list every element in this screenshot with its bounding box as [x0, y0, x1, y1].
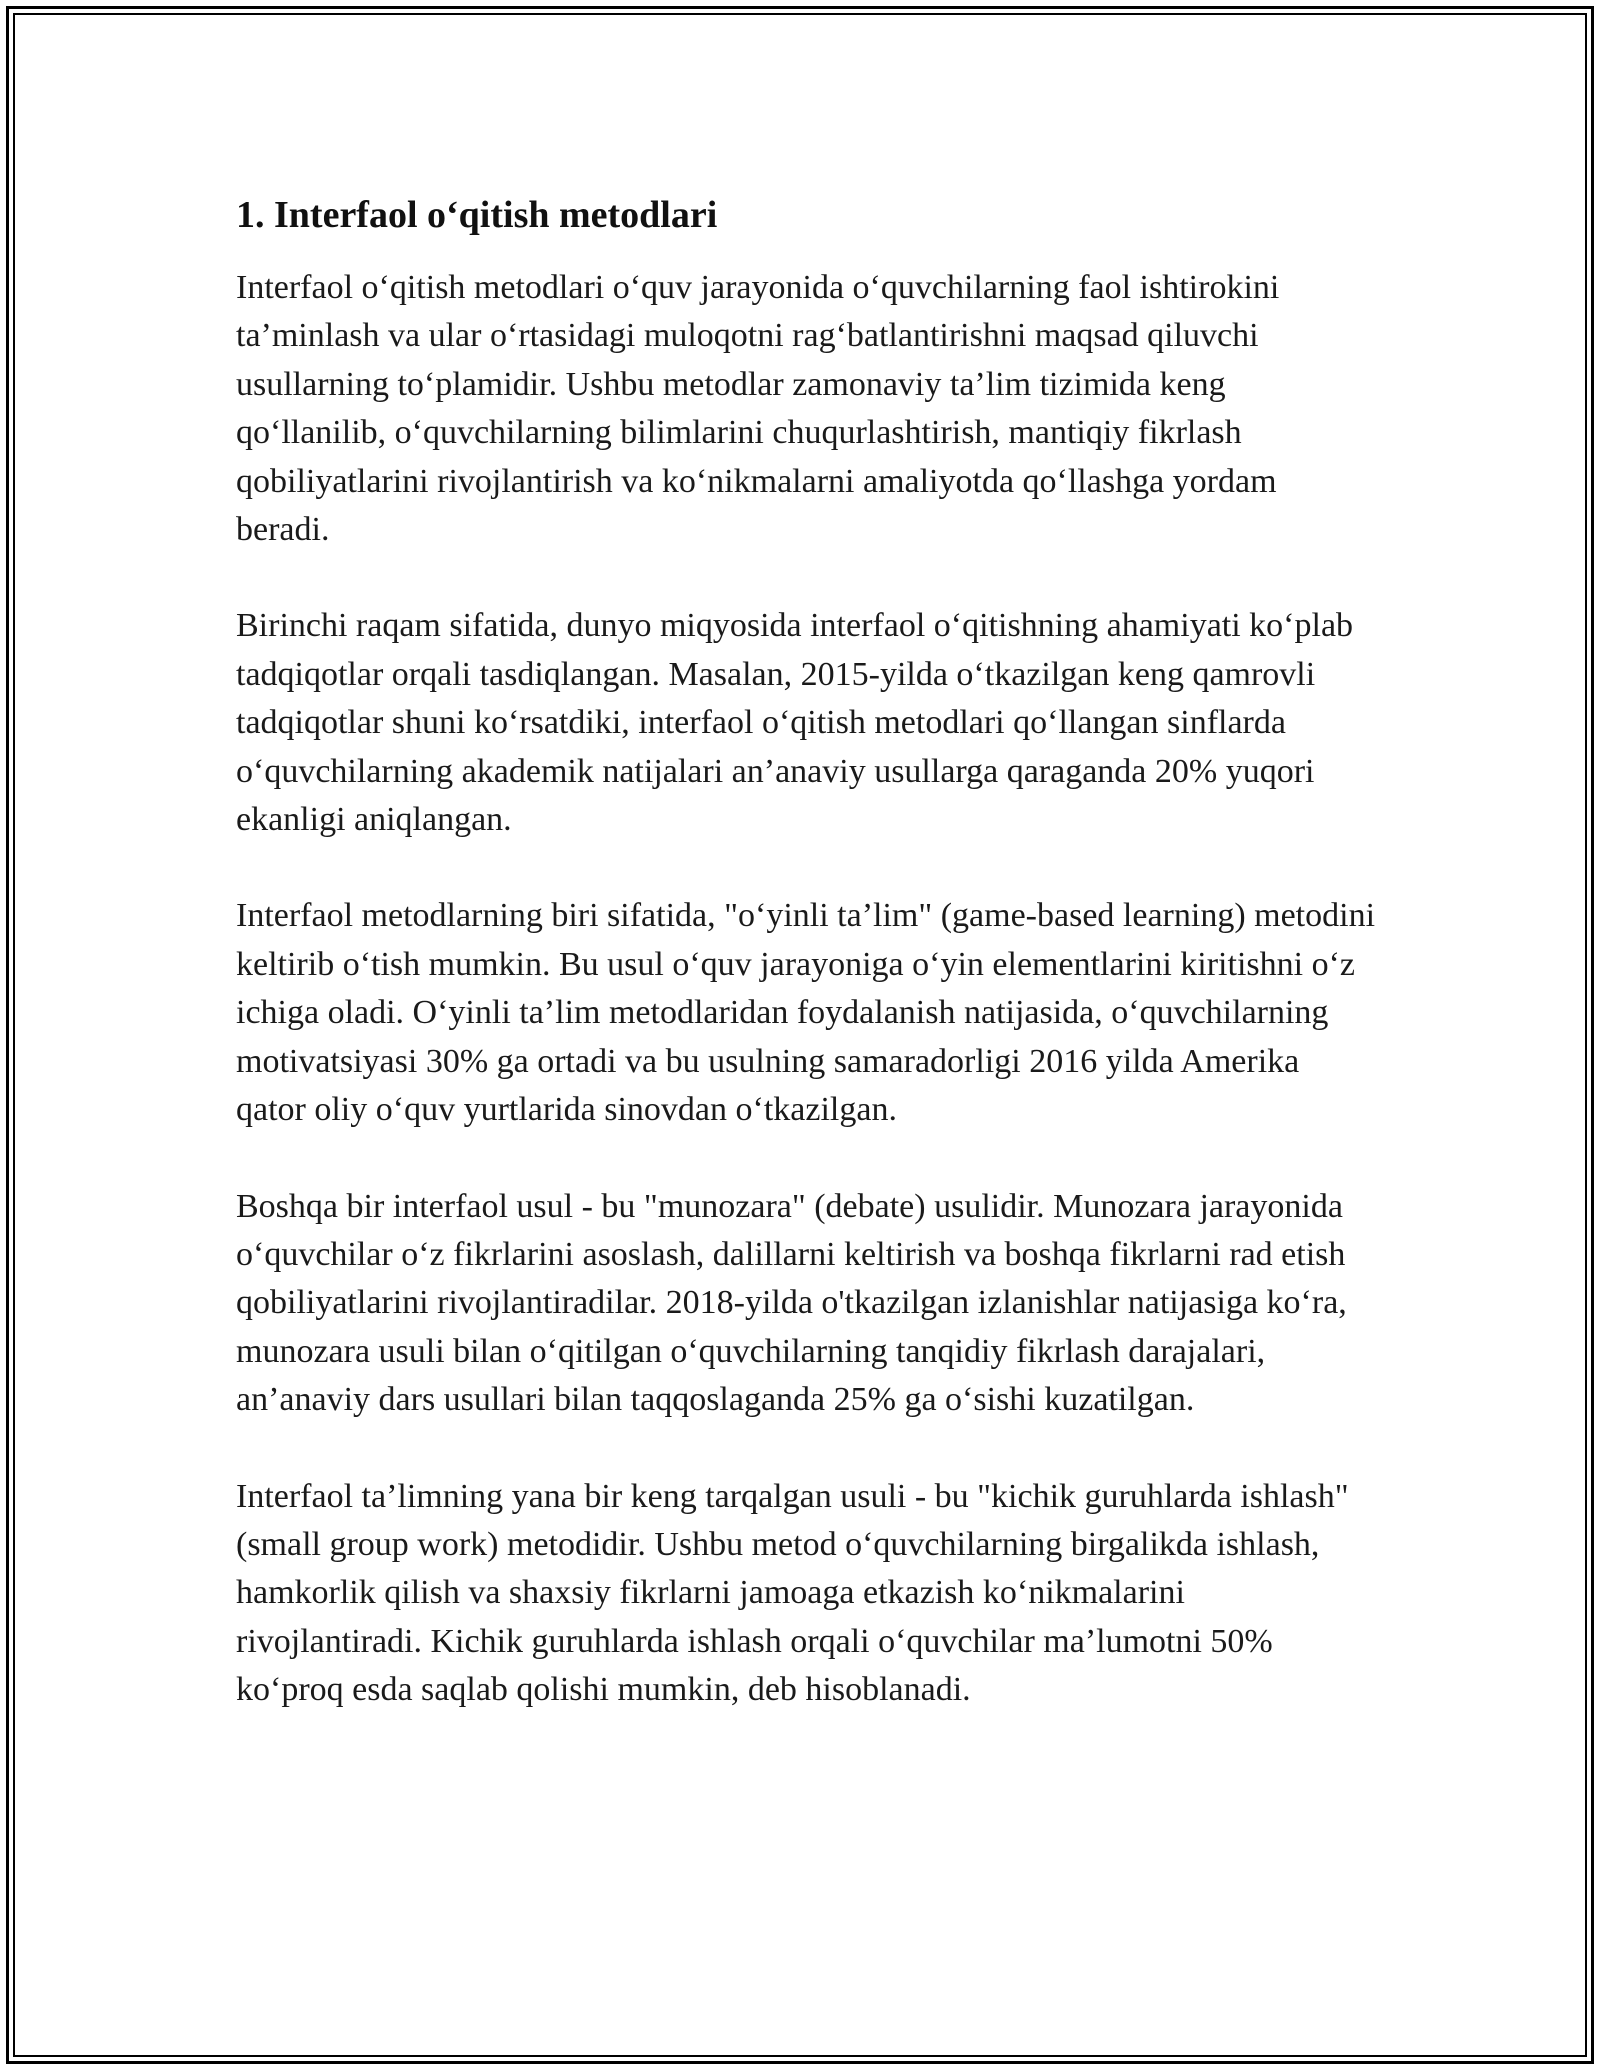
paragraph-research: Birinchi raqam sifatida, dunyo miqyosida interfaol o‘qitishning ahamiyati ko‘plab tadqiqotlar orqali tasdiqlangan. Masalan, 2015-yilda o‘tkazilgan keng qamrovli tadqiqotlar shuni ko‘rsatdiki, interfaol o‘qitish metodlari qo‘llangan sinflarda o‘quvchilarning akademik natijalari an’anaviy usullarga qaraganda 20% yuqori ekanligi aniqlangan.: [236, 607, 1354, 839]
paragraph-small-group-work: Interfaol ta’limning yana bir keng tarqalgan usuli - bu "kichik guruhlarda ishlash" (small group work) metodidir. Ushbu metod o‘quvchilarning birgalikda ishlash, hamkorlik qilish va shaxsiy fikrlarni jamoaga etkazish ko‘nikmalarini rivojlantiradi. Kichik guruhlarda ishlash orqali o‘quvchilar ma’lumotni 50% ko‘proq esda saqlab qolishi mumkin, deb hisoblanadi.: [236, 1477, 1349, 1709]
paragraph-debate: Boshqa bir interfaol usul - bu "munozara" (debate) usulidir. Munozara jarayonida o‘quvchilar o‘z fikrlarini asoslash, dalillarni keltirish va boshqa fikrlarni rad etish qobiliyatlarini rivojlantiradilar. 2018-yilda o'tkazilgan izlanishlar natijasiga ko‘ra, munozara usuli bilan o‘qitilgan o‘quvchilarning tanqidiy fikrlash darajalari, an’anaviy dars usullari bilan taqqoslaganda 25% ga o‘sishi kuzatilgan.: [236, 1187, 1347, 1419]
section-heading: 1. Interfaol o‘qitish metodlari: [236, 194, 718, 236]
document-body: [236, 180, 1376, 1763]
paragraph-intro: Interfaol o‘qitish metodlari o‘quv jarayonida o‘quvchilarning faol ishtirokini ta’minlash va ular o‘rtasidagi muloqotni rag‘batlantirishni maqsad qiluvchi usullarning to‘plamidir. Ushbu metodlar zamonaviy ta’lim tizimida keng qo‘llanilib, o‘quvchilarning bilimlarini chuqurlashtirish, mantiqiy fikrlash qobiliyatlarini rivojlantirish va ko‘nikmalarni amaliyotda qo‘llashga yordam beradi.: [236, 269, 1280, 549]
paragraph-game-based-learning: Interfaol metodlarning biri sifatida, "o‘yinli ta’lim" (game-based learning) metodini keltirib o‘tish mumkin. Bu usul o‘quv jarayoniga o‘yin elementlarini kiritishni o‘z ichiga oladi. O‘yinli ta’lim metodlaridan foydalanish natijasida, o‘quvchilarning motivatsiyasi 30% ga ortadi va bu usulning samaradorligi 2016 yilda Amerika qator oliy o‘quv yurtlarida sinovdan o‘tkazilgan.: [236, 897, 1376, 1129]
